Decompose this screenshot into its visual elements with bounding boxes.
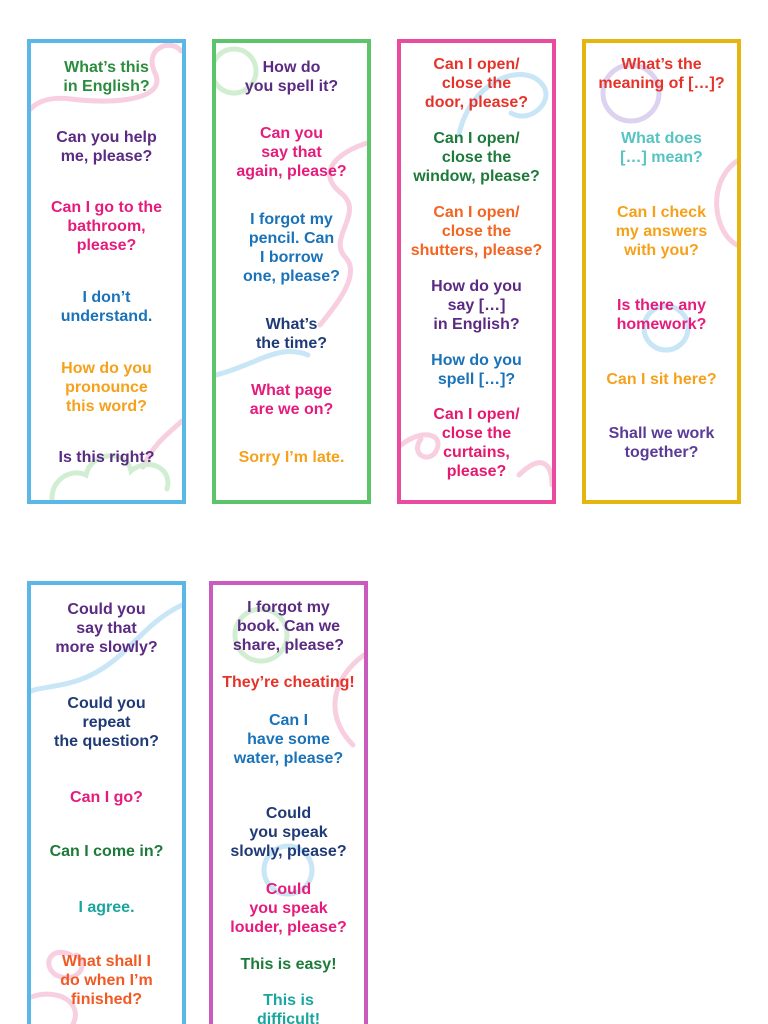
phrase-i-agree: I agree.	[78, 898, 135, 916]
phrase-could-you-speak-slowly: Could you speak slowly, please?	[230, 804, 347, 860]
phrase-can-i-check-my-answers: Can I check my answers with you?	[615, 203, 708, 259]
phrase-i-forgot-my-pencil: I forgot my pencil. Can I borrow one, please?	[243, 210, 340, 285]
phrase-whats-the-meaning-of: What’s the meaning of […]?	[598, 55, 725, 92]
bookmark-card-4	[582, 39, 741, 504]
phrase-what-page-are-we-on: What page are we on?	[249, 381, 334, 418]
phrase-shall-we-work-together: Shall we work together?	[608, 424, 715, 461]
phrase-could-you-speak-louder: Could you speak louder, please?	[230, 880, 347, 936]
bookmark-card-3	[397, 39, 556, 504]
phrase-how-do-you-say-in-english: How do you say […] in English?	[431, 277, 522, 333]
phrase-i-forgot-my-book: I forgot my book. Can we share, please?	[232, 598, 345, 654]
phrase-this-is-difficult: This is difficult!	[256, 991, 321, 1024]
phrase-how-do-you-spell-it: How do you spell it?	[244, 58, 339, 95]
phrase-can-i-go: Can I go?	[70, 788, 143, 806]
phrase-can-i-go-to-the-bathroom: Can I go to the bathroom, please?	[50, 198, 163, 254]
phrase-how-do-you-pronounce: How do you pronounce this word?	[61, 359, 152, 415]
phrase-could-you-repeat-the-question: Could you repeat the question?	[54, 694, 159, 750]
phrase-open-close-door: Can I open/ close the door, please?	[424, 55, 529, 111]
phrase-could-you-say-that-more-slowly: Could you say that more slowly?	[55, 600, 158, 656]
bookmark-card-2	[212, 39, 371, 504]
phrase-can-i-come-in: Can I come in?	[49, 842, 164, 860]
decorative-swirls	[31, 43, 182, 500]
phrase-is-there-any-homework: Is there any homework?	[616, 296, 707, 333]
phrase-i-dont-understand: I don’t understand.	[60, 288, 153, 325]
phrase-how-do-you-spell: How do you spell […]?	[431, 351, 522, 388]
phrase-whats-this-in-english: What’s this in English?	[63, 58, 150, 95]
decorative-curve	[216, 352, 308, 375]
phrase-what-shall-i-do-when-finished: What shall I do when I’m finished?	[60, 952, 153, 1008]
phrase-open-close-curtains: Can I open/ close the curtains, please?	[433, 405, 520, 480]
phrase-open-close-shutters: Can I open/ close the shutters, please?	[410, 203, 543, 259]
phrase-can-you-say-that-again: Can you say that again, please?	[236, 124, 347, 180]
bookmark-card-5	[27, 581, 186, 1024]
phrase-can-i-sit-here: Can I sit here?	[606, 370, 717, 388]
phrase-what-does-mean: What does […] mean?	[620, 129, 703, 166]
bookmark-card-1	[27, 39, 186, 504]
phrase-is-this-right: Is this right?	[58, 448, 155, 466]
phrase-this-is-easy: This is easy!	[240, 955, 337, 973]
phrase-theyre-cheating: They’re cheating!	[222, 673, 355, 691]
phrase-can-i-have-some-water: Can I have some water, please?	[233, 711, 344, 767]
phrase-open-close-window: Can I open/ close the window, please?	[413, 129, 540, 185]
phrase-can-you-help-me: Can you help me, please?	[56, 128, 157, 165]
phrase-whats-the-time: What’s the time?	[255, 315, 328, 352]
phrase-sorry-im-late: Sorry I’m late.	[238, 448, 345, 466]
bookmark-card-6	[209, 581, 368, 1024]
